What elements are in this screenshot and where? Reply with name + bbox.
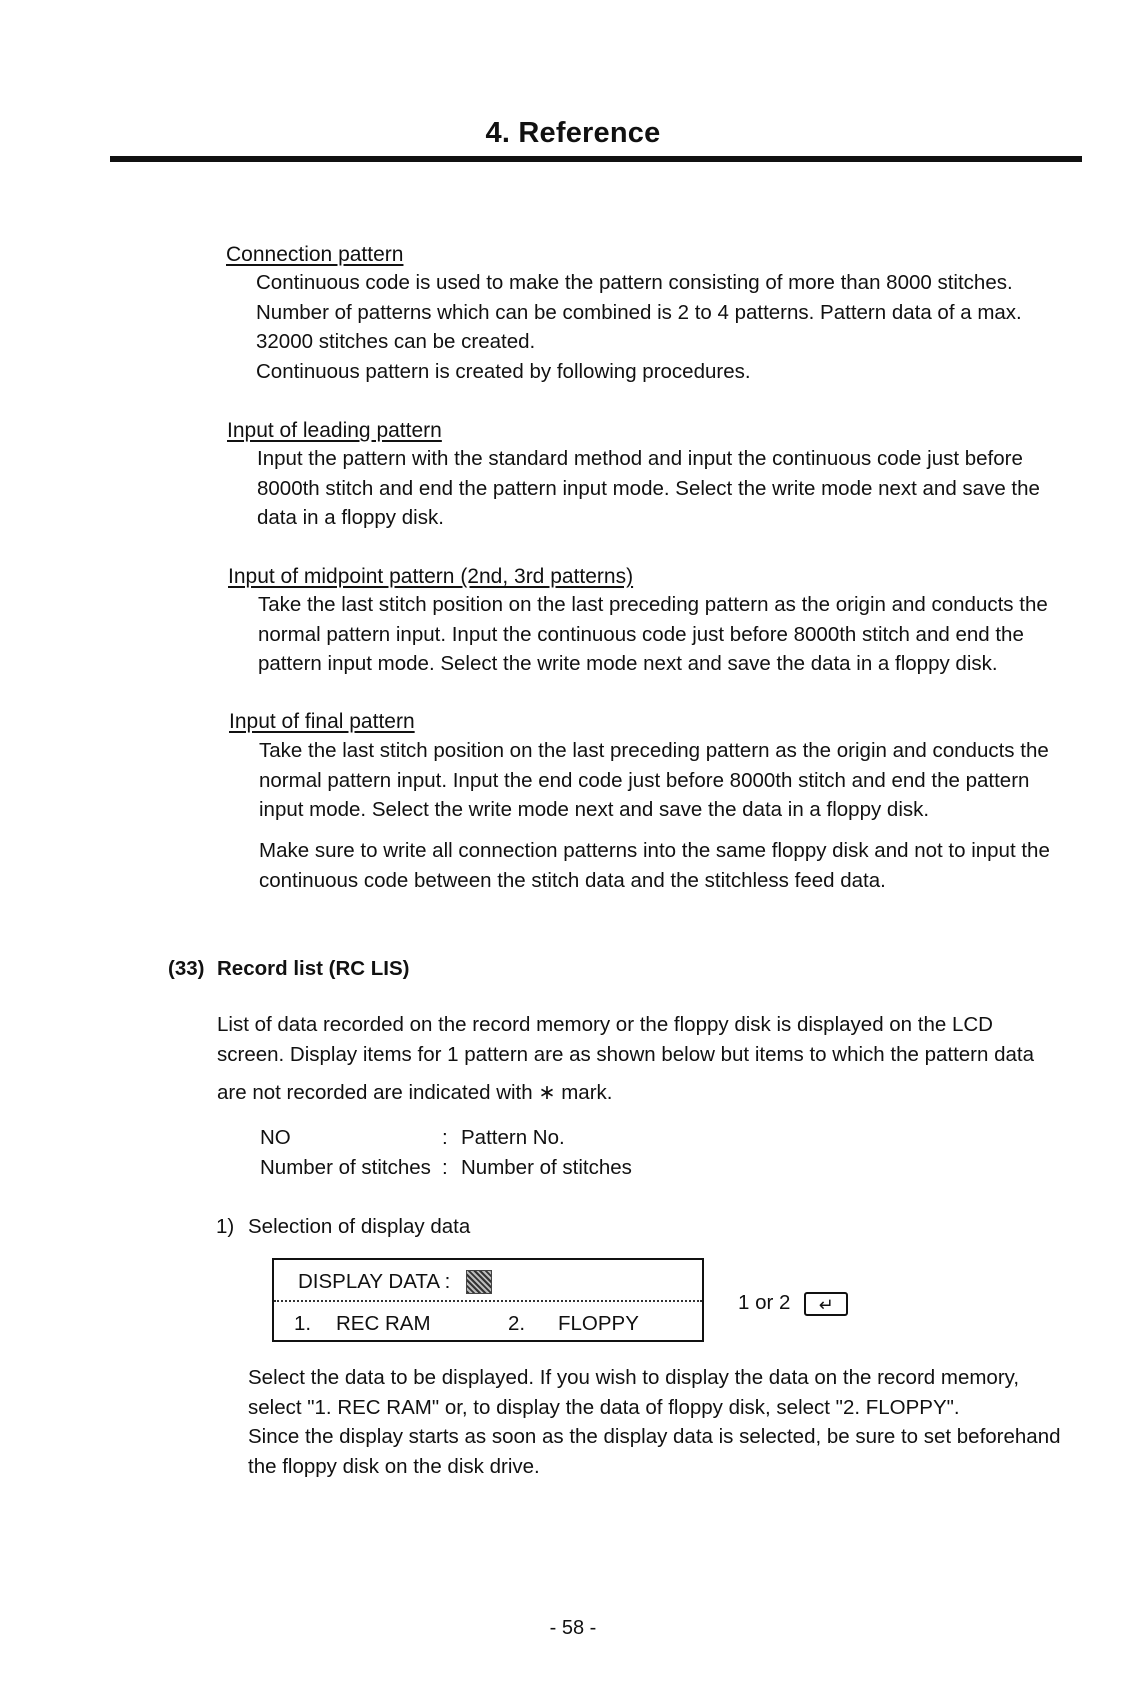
final-line: Take the last stitch position on the last preceding pattern as the origin and conducts the bbox=[259, 739, 1049, 762]
key-hint bbox=[738, 1291, 848, 1316]
leading-line: data in a floppy disk. bbox=[257, 506, 444, 529]
midpoint-heading: Input of midpoint pattern (2nd, 3rd patterns) bbox=[228, 565, 634, 588]
record-list-line: screen. Display items for 1 pattern are as shown below but items to which the pattern data bbox=[217, 1043, 1034, 1066]
final-note-line: Make sure to write all connection patterns into the same floppy disk and not to input the bbox=[259, 839, 1050, 862]
selection-line: Since the display starts as soon as the display data is selected, be sure to set beforehand bbox=[248, 1425, 1061, 1448]
midpoint-line: Take the last stitch position on the last preceding pattern as the origin and conducts the bbox=[258, 593, 1048, 616]
record-list-line: List of data recorded on the record memory or the floppy disk is displayed on the LCD bbox=[217, 1013, 993, 1036]
connection-line: Continuous pattern is created by following procedures. bbox=[256, 359, 751, 383]
lcd-label: DISPLAY DATA : bbox=[298, 1270, 451, 1293]
lcd-option-1-number: 1. bbox=[294, 1312, 312, 1335]
record-list-body bbox=[217, 1010, 1057, 1108]
subsection-number: 1) bbox=[216, 1215, 235, 1238]
final-line: input mode. Select the write mode next and save the data in a floppy disk. bbox=[259, 798, 930, 821]
lcd-top-row bbox=[274, 1260, 702, 1302]
final-body bbox=[259, 736, 1089, 825]
item-label: NO bbox=[260, 1126, 291, 1149]
selection-body bbox=[248, 1363, 1088, 1481]
midpoint-line: pattern input mode. Select the write mode next and save the data in a floppy disk. bbox=[258, 652, 998, 675]
leading-body bbox=[257, 444, 1087, 533]
lcd-option-1: REC RAM bbox=[336, 1312, 431, 1335]
final-note bbox=[259, 836, 1089, 895]
final-heading: Input of final pattern bbox=[229, 710, 415, 733]
final-note-line: continuous code between the stitch data and the stitchless feed data. bbox=[259, 868, 886, 892]
lcd-option-2: FLOPPY bbox=[558, 1312, 639, 1335]
selection-line: select "1. REC RAM" or, to display the data of floppy disk, select "2. FLOPPY". bbox=[248, 1395, 960, 1419]
page-title: 4. Reference bbox=[485, 117, 661, 149]
item-sep: : bbox=[442, 1156, 448, 1179]
midpoint-body bbox=[258, 590, 1088, 679]
key-hint-text: 1 or 2 bbox=[738, 1291, 791, 1314]
leading-line: 8000th stitch and end the pattern input mode. Select the write mode next and save the bbox=[257, 476, 1040, 500]
lcd-option-2-number: 2. bbox=[508, 1312, 526, 1335]
leading-heading: Input of leading pattern bbox=[227, 419, 442, 442]
section-number: (33) bbox=[168, 957, 205, 980]
lcd-screen bbox=[272, 1258, 704, 1342]
connection-heading: Connection pattern bbox=[226, 243, 404, 266]
connection-body bbox=[256, 268, 1086, 386]
item-value: Number of stitches bbox=[461, 1156, 632, 1179]
final-line: normal pattern input. Input the end code just before 8000th stitch and end the pattern bbox=[259, 768, 1030, 792]
connection-line: 32000 stitches can be created. bbox=[256, 330, 536, 353]
subsection-title: Selection of display data bbox=[248, 1215, 471, 1238]
midpoint-line: normal pattern input. Input the continuous code just before 8000th stitch and end the bbox=[258, 622, 1024, 646]
section-title: Record list (RC LIS) bbox=[217, 957, 410, 980]
record-list-line: are not recorded are indicated with ∗ mark. bbox=[217, 1081, 613, 1104]
leading-line: Input the pattern with the standard method and input the continuous code just before bbox=[257, 447, 1023, 470]
connection-line: Continuous code is used to make the pattern consisting of more than 8000 stitches. bbox=[256, 271, 1013, 294]
selection-line: Select the data to be displayed. If you wish to display the data on the record memory, bbox=[248, 1366, 1020, 1389]
selection-line: the floppy disk on the disk drive. bbox=[248, 1454, 540, 1478]
item-sep: : bbox=[442, 1126, 448, 1149]
connection-line: Number of patterns which can be combined is 2 to 4 patterns. Pattern data of a max. bbox=[256, 300, 1022, 324]
enter-key-icon: ↵ bbox=[804, 1292, 848, 1316]
lcd-cursor-icon bbox=[466, 1270, 492, 1294]
item-value: Pattern No. bbox=[461, 1126, 565, 1149]
item-label: Number of stitches bbox=[260, 1156, 431, 1179]
title-rule bbox=[110, 156, 1082, 162]
page-number: - 58 - bbox=[549, 1617, 597, 1639]
